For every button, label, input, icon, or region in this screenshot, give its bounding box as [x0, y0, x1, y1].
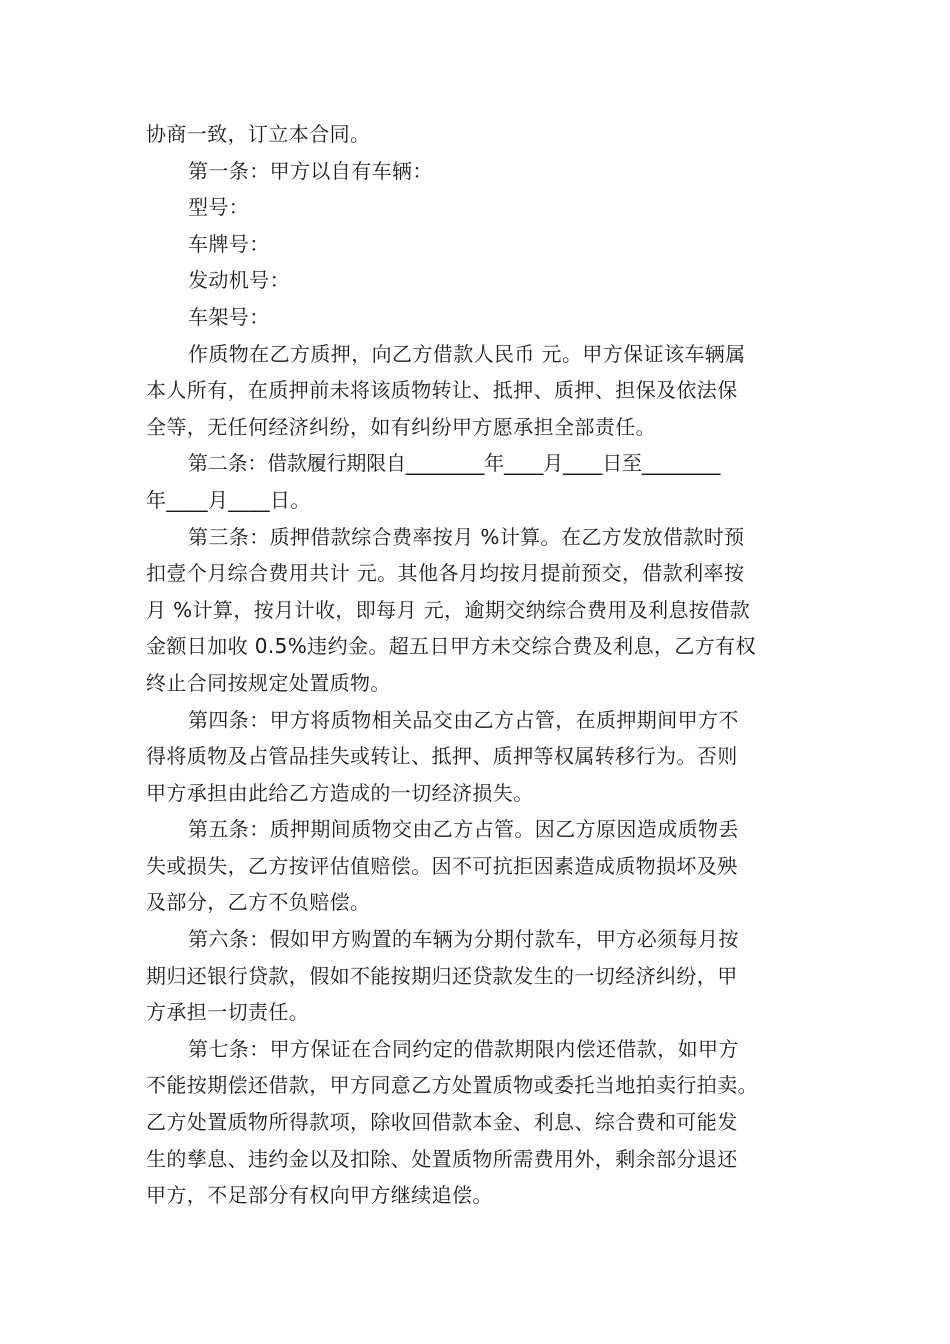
- text-line: 终止合同按规定处置质物。: [146, 670, 391, 695]
- text-line: 甲方承担由此给乙方造成的一切经济损失。: [146, 780, 534, 805]
- text-line: 及部分，乙方不负赔偿。: [146, 890, 371, 915]
- text-line: 乙方处置质物所得款项，除收回借款本金、利息、综合费和可能发: [146, 1110, 738, 1135]
- text-line: 金额日加收 0.5%违约金。超五日甲方未交综合费及利息，乙方有权: [146, 634, 756, 659]
- text-line: 期归还银行贷款，假如不能按期归还贷款发生的一切经济纠纷，甲: [146, 963, 738, 988]
- field-frame-number: 车架号：: [188, 304, 270, 329]
- text-line: 甲方，不足部分有权向甲方继续追偿。: [146, 1183, 493, 1208]
- article-7-heading: 第七条：甲方保证在合同约定的借款期限内偿还借款，如甲方: [188, 1036, 739, 1061]
- contract-body: [146, 116, 814, 1214]
- field-engine-number: 发动机号：: [188, 268, 290, 293]
- text-line: 作质物在乙方质押，向乙方借款人民币 元。甲方保证该车辆属: [188, 341, 746, 366]
- text-line: 年____月____日。: [146, 487, 311, 512]
- article-3-heading: 第三条：质押借款综合费率按月 %计算。在乙方发放借款时预: [188, 524, 745, 549]
- text-line: 扣壹个月综合费用共计 元。其他各月均按月提前预交，借款利率按: [146, 561, 745, 586]
- field-model: 型号：: [188, 195, 250, 220]
- article-5-heading: 第五条：质押期间质物交由乙方占管。因乙方原因造成质物丢: [188, 817, 739, 842]
- text-line: 方承担一切责任。: [146, 1000, 310, 1025]
- text-line: 不能按期偿还借款，甲方同意乙方处置质物或委托当地拍卖行拍卖。: [146, 1073, 758, 1098]
- text-line: 全等，无任何经济纠纷，如有纠纷甲方愿承担全部责任。: [146, 414, 656, 439]
- text-line: 月 %计算，按月计收，即每月 元，逾期交纳综合费用及利息按借款: [146, 597, 751, 622]
- field-plate-number: 车牌号：: [188, 231, 270, 256]
- article-6-heading: 第六条：假如甲方购置的车辆为分期付款车，甲方必须每月按: [188, 927, 739, 952]
- text-line: 协商一致，订立本合同。: [146, 122, 371, 146]
- text-line: 得将质物及占管品挂失或转让、抵押、质押等权属转移行为。否则: [146, 744, 738, 769]
- article-2-heading: 第二条：借款履行期限自________年____月____日至________: [188, 451, 721, 476]
- text-line: 失或损失，乙方按评估值赔偿。因不可抗拒因素造成质物损坏及殃: [146, 853, 738, 878]
- article-1-heading: 第一条：甲方以自有车辆：: [188, 158, 433, 183]
- text-line: 本人所有，在质押前未将该质物转让、抵押、质押、担保及依法保: [146, 378, 738, 403]
- text-line: 生的孳息、违约金以及扣除、处置质物所需费用外，剩余部分退还: [146, 1146, 738, 1171]
- article-4-heading: 第四条：甲方将质物相关品交由乙方占管，在质押期间甲方不: [188, 707, 739, 732]
